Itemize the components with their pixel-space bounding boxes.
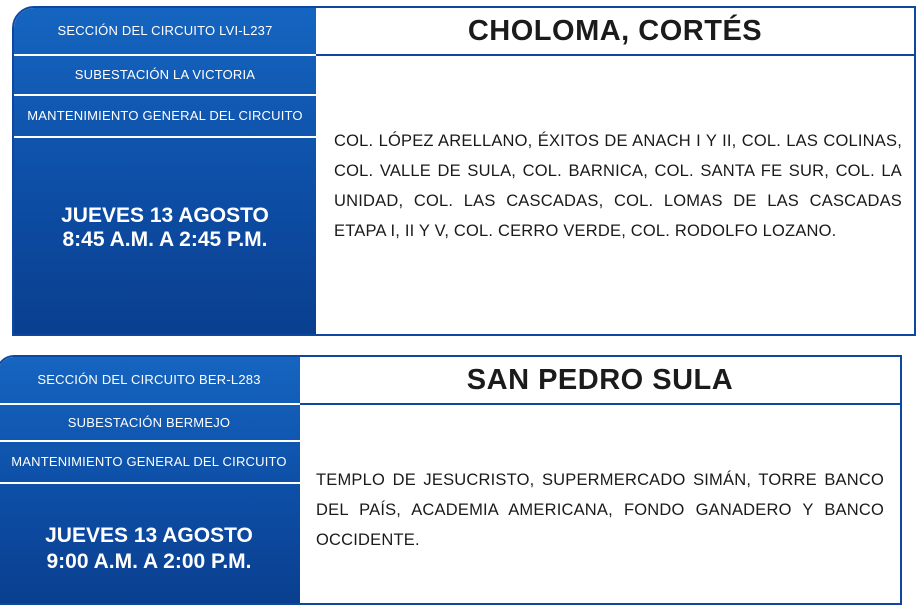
outage-date: JUEVES 13 AGOSTO — [45, 524, 253, 547]
affected-areas: COL. LÓPEZ ARELLANO, ÉXITOS DE ANACH I Y II, COL. LAS COLINAS, COL. VALLE DE SULA, COL. BARNICA, COL. SANTA FE SUR, COL. LA UNIDAD, COL. LAS CASCADAS, COL. LOMAS DE LAS CASCADAS ETAPA I, II Y V, COL. CERRO VERDE, COL. RODOLFO LOZANO. — [334, 132, 902, 240]
substation-label: SUBESTACIÓN LA VICTORIA — [74, 67, 256, 82]
work-type-label: MANTENIMIENTO GENERAL DEL CIRCUITO — [27, 108, 303, 123]
divider — [300, 403, 900, 405]
outage-notice-card — [0, 355, 902, 605]
outage-date: JUEVES 13 AGOSTO — [61, 204, 269, 227]
outage-time: 8:45 A.M. A 2:45 P.M. — [62, 228, 268, 251]
circuit-section-label: SECCIÓN DEL CIRCUITO BER-L283 — [37, 372, 261, 387]
location-title: CHOLOMA, CORTÉS — [467, 14, 763, 47]
substation-label: SUBESTACIÓN BERMEJO — [67, 414, 231, 430]
notice-info-panel — [14, 8, 316, 334]
notice-info-panel — [0, 357, 300, 603]
work-type-label: MANTENIMIENTO GENERAL DEL CIRCUITO — [11, 454, 287, 469]
affected-areas: TEMPLO DE JESUCRISTO, SUPERMERCADO SIMÁN, TORRE BANCO DEL PAÍS, ACADEMIA AMERICANA, FONDO GANADERO Y BANCO OCCIDENTE. — [316, 471, 884, 549]
location-title: SAN PEDRO SULA — [466, 363, 734, 396]
divider — [14, 136, 316, 138]
divider — [316, 54, 914, 56]
circuit-section-label: SECCIÓN DEL CIRCUITO LVI-L237 — [57, 23, 273, 38]
outage-notice-card — [12, 6, 916, 336]
divider — [0, 482, 300, 484]
outage-time: 9:00 A.M. A 2:00 P.M. — [46, 550, 252, 573]
